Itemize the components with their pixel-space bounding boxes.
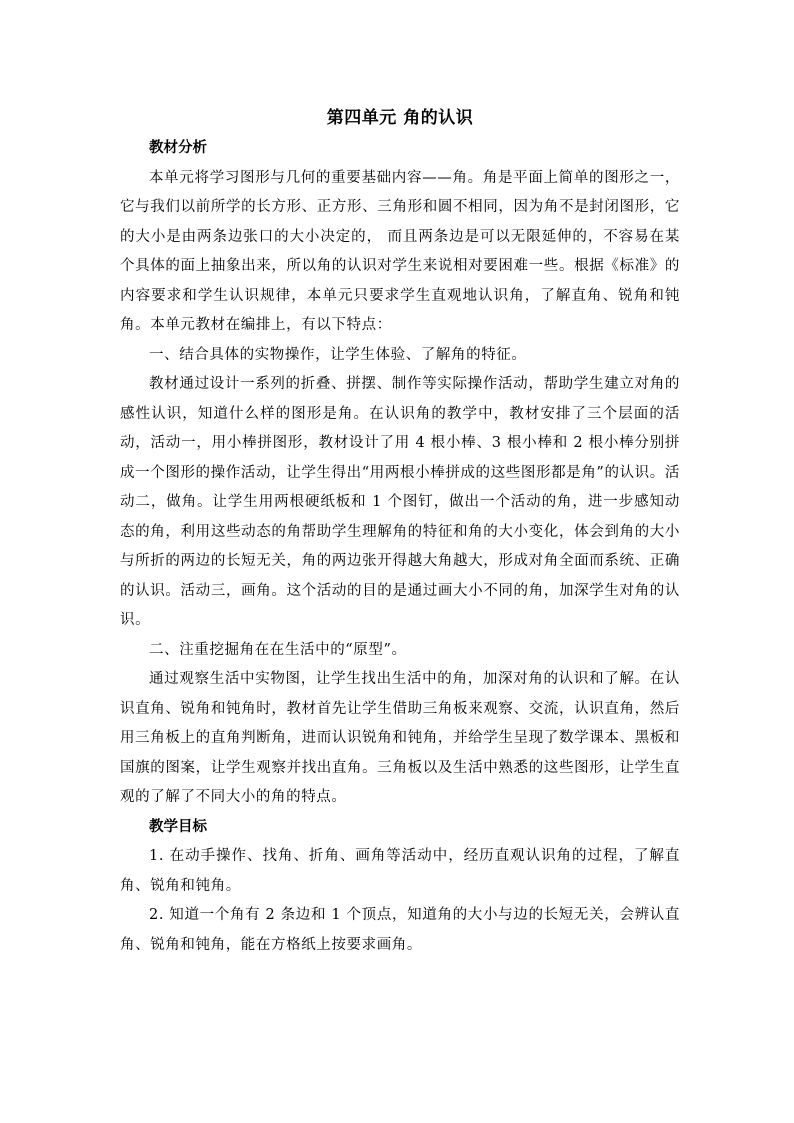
document-content — [120, 104, 680, 960]
point-1-title: 一、结合具体的实物操作，让学生体验、了解角的特征。 — [149, 346, 527, 363]
goal-2: 2. 知道一个角有 2 条边和 1 个顶点，知道角的大小与边的长短无关，会辨认直角、锐角和钝角，能在方格纸上按要求画角。 — [120, 907, 680, 953]
point-2-title: 二、注重挖掘角在在生活中的“原型”。 — [149, 641, 407, 658]
section-heading-goals: 教学目标 — [149, 818, 207, 835]
paragraph-intro: 本单元将学习图形与几何的重要基础内容——角。角是平面上简单的图形之一，它与我们以前所学的长方形、正方形、三角形和圆不相同，因为角不是封闭图形，它的大小是由两条边张口的大小决定的， 而且两条边是可以无限延伸的，不容易在某个具体的面上抽象出来，所以角的认识对学生来说相对要困难一些。根据《标准》的内容要求和学生认识规律，本单元只要求学生直观地认识角，了解直角、锐角和钝角。本单元教材在编排上，有以下特点： — [120, 169, 680, 333]
point-2-body: 通过观察生活中实物图，让学生找出生活中的角，加深对角的认识和了解。在认识直角、锐角和钝角时，教材首先让学生借助三角板来观察、交流，认识直角，然后用三角板上的直角判断角，进而认识锐角和钝角，并给学生呈现了数学课本、黑板和国旗的图案，让学生观察并找出直角。三角板以及生活中熟悉的这些图形，让学生直观的了解了不同大小的角的特点。 — [120, 671, 680, 805]
goal-1: 1. 在动手操作、找角、折角、画角等活动中，经历直观认识角的过程，了解直角、锐角和钝角。 — [120, 848, 680, 894]
section-heading-analysis: 教材分析 — [149, 140, 207, 156]
page-title: 第四单元 角的认识 — [326, 108, 474, 128]
point-1-body: 教材通过设计一系列的折叠、拼摆、制作等实际操作活动，帮助学生建立对角的感性认识，知道什么样的图形是角。在认识角的教学中，教材安排了三个层面的活动，活动一，用小棒拼图形，教材设计了用 4 根小棒、3 根小棒和 2 根小棒分别拼成一个图形的操作活动，让学生得出“用两根小棒拼成的这些图形都是角”的认识。活动二，做角。让学生用两根硬纸板和 1 个图钉，做出一个活动的角，进一步感知动态的角，利用这些动态的角帮助学生理解角的特征和角的大小变化，体会到角的大小与所折的两边的长短无关，角的两边张开得越大角越大，形成对角全面而系统、正确的认识。活动三，画角。这个活动的目的是通过画大小不同的角，加深学生对角的认识。 — [120, 376, 680, 628]
